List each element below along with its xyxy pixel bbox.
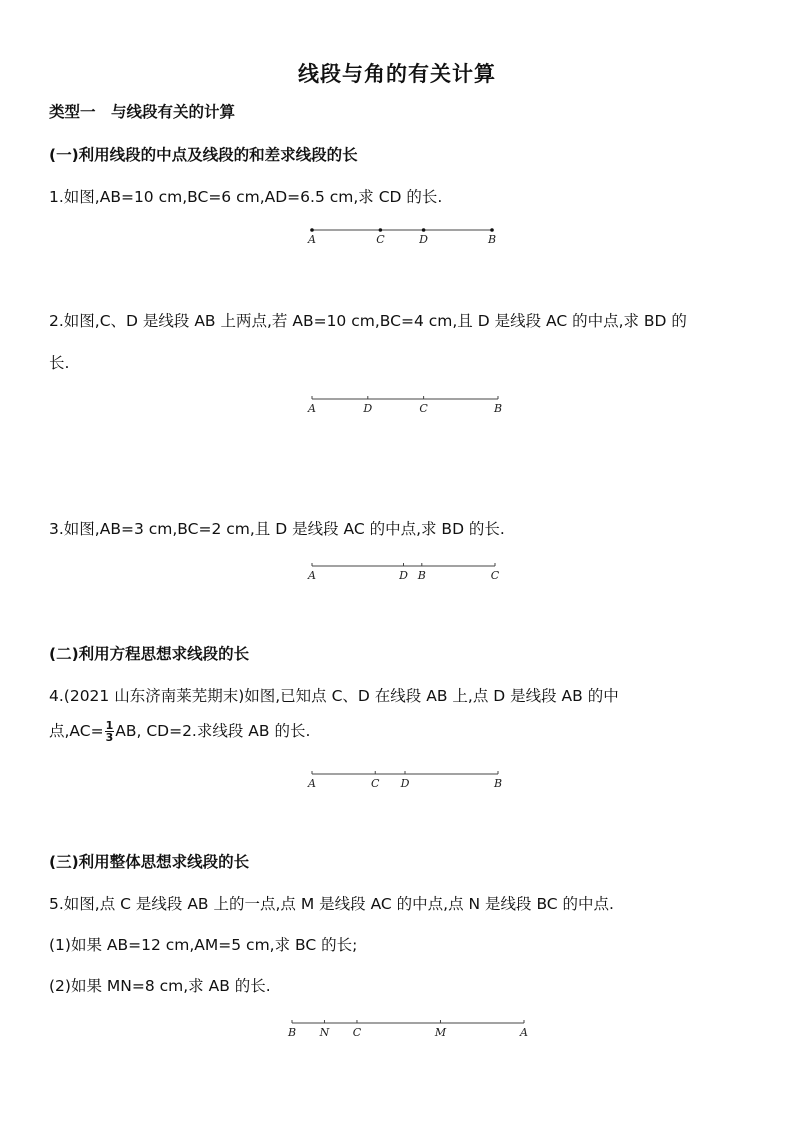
point-label-b: B [287, 1026, 297, 1039]
segment-figure-svg [280, 1017, 536, 1041]
point-label-c: C [419, 402, 428, 415]
figure-1 [300, 224, 504, 248]
figure-5 [280, 1017, 536, 1041]
fraction-numerator: 1 [105, 719, 114, 732]
point-label-d: D [363, 402, 373, 415]
section-heading-2: (二)利用方程思想求线段的长 [49, 645, 250, 663]
section-heading-1: (一)利用线段的中点及线段的和差求线段的长 [49, 146, 358, 164]
problem-3: 3.如图,AB=3 cm,BC=2 cm,且 D 是线段 AC 的中点,求 BD 的长. [49, 520, 505, 538]
point-label-a: A [308, 402, 316, 415]
point-d-dot [422, 228, 426, 232]
point-b-dot [490, 228, 494, 232]
figure-2 [300, 393, 510, 417]
point-label-a: A [308, 233, 316, 246]
page-title: 线段与角的有关计算 [298, 62, 496, 86]
segment-figure-svg [300, 560, 507, 584]
point-c-dot [379, 228, 383, 232]
point-label-b: B [417, 569, 426, 582]
problem-5: 5.如图,点 C 是线段 AB 上的一点,点 M 是线段 AC 的中点,点 N 是线段 BC 的中点. [49, 895, 614, 913]
problem-2-line-1: 2.如图,C、D 是线段 AB 上两点,若 AB=10 cm,BC=4 cm,且 D 是线段 AC 的中点,求 BD 的 [49, 312, 687, 330]
point-label-n: N [319, 1026, 330, 1039]
point-label-a: A [308, 777, 316, 790]
problem-5-question-2: (2)如果 MN=8 cm,求 AB 的长. [49, 977, 271, 995]
section-heading-3: (三)利用整体思想求线段的长 [49, 853, 250, 871]
point-label-d: D [400, 777, 410, 790]
point-a-dot [310, 228, 314, 232]
problem-4-line-2 [49, 719, 310, 743]
figure-4 [300, 768, 510, 792]
problem-2-line-2: 长. [49, 354, 70, 372]
problem-4-line-1: 4.(2021 山东济南莱芜期末)如图,已知点 C、D 在线段 AB 上,点 D 是线段 AB 的中 [49, 687, 619, 705]
segment-figure-svg [300, 393, 510, 417]
point-label-c: C [371, 777, 380, 790]
problem-1: 1.如图,AB=10 cm,BC=6 cm,AD=6.5 cm,求 CD 的长. [49, 188, 443, 206]
point-label-a: A [520, 1026, 528, 1039]
figure-3 [300, 560, 507, 584]
point-label-m: M [434, 1026, 447, 1039]
point-label-c: C [352, 1026, 362, 1039]
segment-figure-svg [300, 768, 510, 792]
point-label-c: C [490, 569, 500, 582]
problem-4-text-post: AB, CD=2.求线段 AB 的长. [115, 722, 311, 740]
point-label-b: B [493, 777, 503, 790]
one-third-fraction [105, 720, 115, 743]
point-label-d: D [399, 569, 408, 582]
segment-figure-svg [300, 224, 504, 248]
point-label-d: D [419, 233, 429, 246]
point-label-b: B [487, 233, 497, 246]
fraction-denominator: 3 [105, 731, 114, 744]
problem-4-text-pre: 点,AC= [49, 722, 104, 740]
point-label-c: C [376, 233, 385, 246]
point-label-a: A [308, 569, 316, 582]
type-heading: 类型一 与线段有关的计算 [49, 103, 236, 121]
point-label-b: B [493, 402, 503, 415]
problem-5-question-1: (1)如果 AB=12 cm,AM=5 cm,求 BC 的长; [49, 936, 358, 954]
